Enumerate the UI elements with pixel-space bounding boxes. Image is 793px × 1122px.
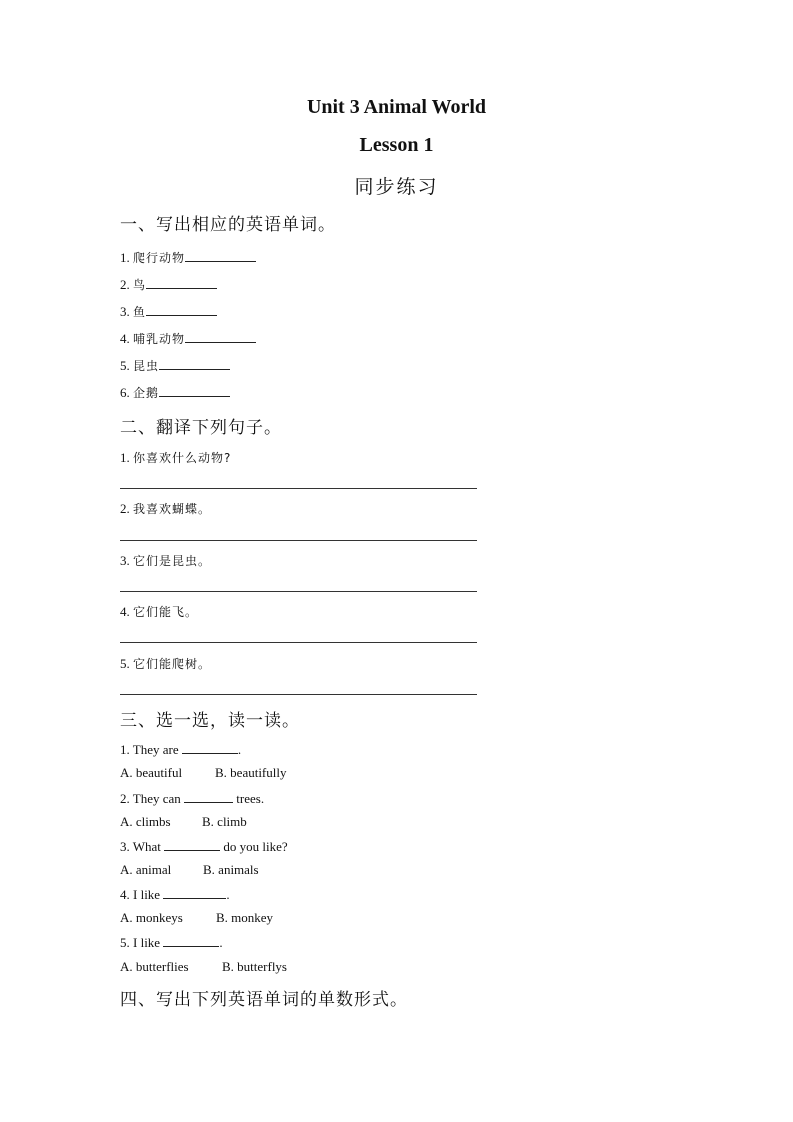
- item-number: 1.: [120, 250, 130, 265]
- option-b[interactable]: B. climb: [202, 814, 247, 829]
- option-b[interactable]: B. animals: [203, 862, 259, 877]
- answer-blank[interactable]: [185, 330, 256, 343]
- answer-line[interactable]: [120, 540, 477, 541]
- answer-line[interactable]: [120, 694, 477, 695]
- question-number: 4.: [120, 887, 130, 902]
- answer-blank[interactable]: [164, 838, 220, 851]
- item-number: 2.: [120, 277, 130, 292]
- answer-blank[interactable]: [185, 249, 256, 262]
- section2-item-5: [120, 655, 211, 672]
- item-prompt: 它们能飞。: [133, 605, 199, 619]
- section3-heading: 三、选一选，读一读。: [120, 711, 300, 731]
- answer-line[interactable]: [120, 642, 477, 643]
- section2-item-3: [120, 552, 211, 569]
- option-b[interactable]: B. monkey: [216, 910, 274, 925]
- question-1: [120, 741, 241, 758]
- option-b[interactable]: B. beautifully: [215, 765, 287, 780]
- question-number: 1.: [120, 742, 130, 757]
- question-number: 2.: [120, 791, 130, 806]
- section2-heading: 二、翻译下列句子。: [120, 418, 282, 438]
- item-prompt: 鱼: [133, 305, 147, 319]
- question-text: They are: [132, 742, 179, 757]
- section1-item-5: [120, 357, 230, 374]
- question-2: [120, 790, 264, 807]
- question-5: [120, 934, 223, 951]
- option-a[interactable]: A. animal: [120, 862, 172, 877]
- question-text: I like: [133, 887, 161, 902]
- section1-item-4: [120, 330, 256, 347]
- option-a[interactable]: A. monkeys: [120, 910, 183, 925]
- option-a[interactable]: A. climbs: [120, 814, 171, 829]
- page-subtitle: 同步练习: [354, 176, 439, 198]
- item-number: 3.: [120, 553, 130, 568]
- item-number: 6.: [120, 385, 130, 400]
- item-number: 4.: [120, 604, 130, 619]
- question-text: They can: [132, 791, 181, 806]
- question-text: .: [237, 742, 242, 757]
- item-number: 2.: [120, 501, 130, 516]
- item-number: 5.: [120, 358, 130, 373]
- question-number: 5.: [120, 935, 130, 950]
- question-text: .: [226, 887, 230, 902]
- answer-blank[interactable]: [159, 357, 230, 370]
- answer-line[interactable]: [120, 488, 477, 489]
- section1-item-2: [120, 276, 217, 293]
- question-3: [120, 838, 288, 855]
- option-a[interactable]: A. beautiful: [120, 765, 183, 780]
- item-prompt: 鸟: [133, 278, 147, 292]
- section4-heading: 四、写出下列英语单词的单数形式。: [120, 990, 408, 1010]
- question-text: trees.: [236, 791, 265, 806]
- page-title: Unit 3 Animal World: [306, 96, 487, 118]
- question-text: What: [132, 839, 161, 854]
- option-b[interactable]: B. butterflys: [222, 959, 287, 974]
- item-prompt: 它们能爬树。: [133, 657, 212, 671]
- section2-item-1: [120, 449, 231, 466]
- item-prompt: 它们是昆虫。: [133, 554, 212, 568]
- item-prompt: 爬行动物: [133, 251, 186, 265]
- item-number: 3.: [120, 304, 130, 319]
- answer-line[interactable]: [120, 591, 477, 592]
- answer-blank[interactable]: [184, 790, 233, 803]
- option-a[interactable]: A. butterflies: [120, 959, 189, 974]
- item-prompt: 你喜欢什么动物?: [133, 451, 232, 465]
- answer-blank[interactable]: [163, 934, 219, 947]
- answer-blank[interactable]: [163, 886, 226, 899]
- item-prompt: 企鹅: [133, 386, 160, 400]
- answer-blank[interactable]: [146, 276, 217, 289]
- section1-item-1: [120, 249, 256, 266]
- question-number: 3.: [120, 839, 130, 854]
- question-4: [120, 886, 230, 903]
- answer-blank[interactable]: [146, 303, 217, 316]
- section1-item-3: [120, 303, 217, 320]
- item-number: 4.: [120, 331, 130, 346]
- section2-item-2: [120, 500, 211, 517]
- question-text: .: [219, 935, 223, 950]
- section2-item-4: [120, 603, 198, 620]
- question-text: do you like?: [223, 839, 288, 854]
- item-number: 5.: [120, 656, 130, 671]
- answer-blank[interactable]: [182, 741, 238, 754]
- section1-heading: 一、写出相应的英语单词。: [120, 215, 336, 235]
- item-prompt: 昆虫: [133, 359, 160, 373]
- item-prompt: 哺乳动物: [133, 332, 186, 346]
- question-text: I like: [133, 935, 161, 950]
- lesson-title: Lesson 1: [359, 134, 434, 156]
- section1-item-6: [120, 384, 230, 401]
- item-number: 1.: [120, 450, 130, 465]
- answer-blank[interactable]: [159, 384, 230, 397]
- item-prompt: 我喜欢蝴蝶。: [133, 502, 212, 516]
